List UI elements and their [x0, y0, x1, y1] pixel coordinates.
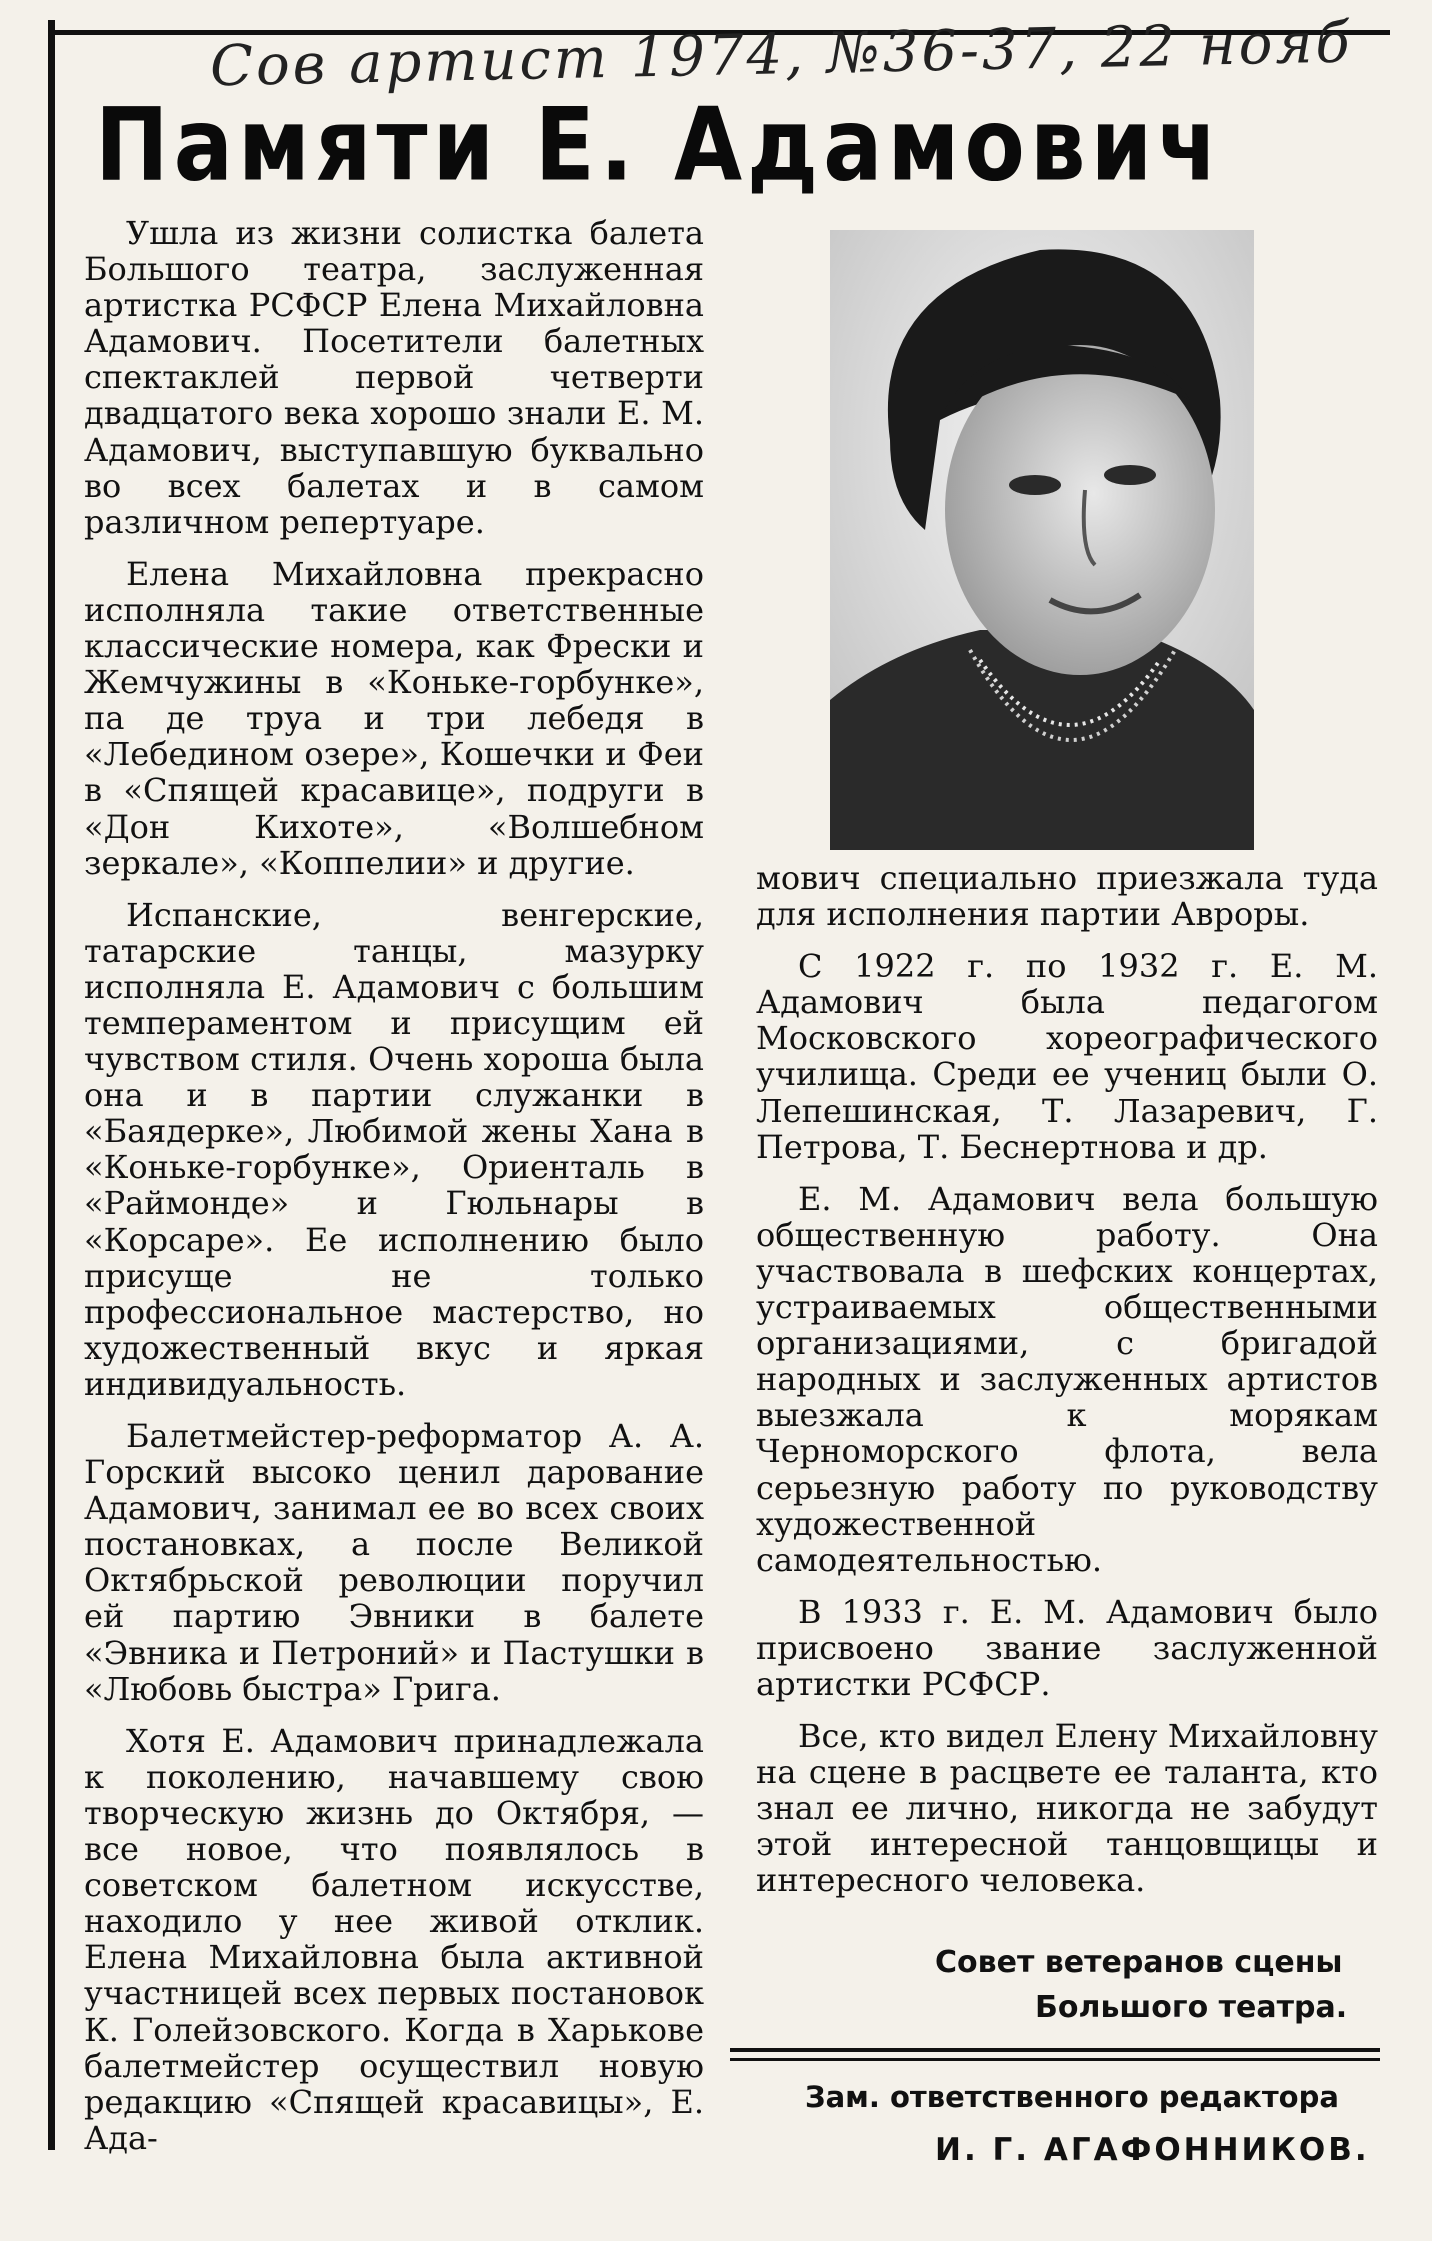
paragraph: С 1922 г. по 1932 г. Е. М. Адамович была педагогом Московского хореографического училища. Среди ее учениц были О. Лепешинская, Т. Лазаревич, Г. Петрова, Т. Беснертнова и др. [756, 947, 1378, 1166]
paragraph: Все, кто видел Елену Михайловну на сцене в расцвете ее таланта, кто знал ее лично, никогда не забудут этой интересной танцовщицы и интересного человека. [756, 1717, 1378, 1900]
handwritten-source-note: Сов артист 1974, №36-37, 22 нояб [209, 10, 1354, 100]
paragraph: Испанские, венгерские, татарские танцы, мазурку исполняла Е. Адамович с большим темпераментом и присущим ей чувством стиля. Очень хороша была она и в партии служанки в «Баядерке», Любимой жены Хана в «Коньке-горбунке», Ориенталь в «Раймонде» и Гюльнары в «Корсаре». Ее исполнению было присуще не только профессиональное мастерство, но художественный вкус и яркая индивидуальность. [84, 895, 704, 1403]
divider-rule [730, 2048, 1380, 2052]
left-column [84, 215, 704, 2172]
signature-line-2: Большого театра. [1035, 1990, 1348, 2025]
editor-role: Зам. ответственного редактора [805, 2080, 1339, 2114]
paragraph: Балетмейстер-реформатор А. А. Горский высоко ценил дарование Адамович, занимал ее во всех своих постановках, а после Великой Октябрьской революции поручил ей партию Эвники в балете «Эвника и Петроний» и Пастушки в «Любовь быстра» Грига. [84, 1417, 704, 1708]
paragraph: Ушла из жизни солистка балета Большого театра, заслуженная артистка РСФСР Елена Михайловна Адамович. Посетители балетных спектаклей первой четверти двадцатого века хорошо знали Е. М. Адамович, выступавшую буквально во всех балетах и в самом различном репертуаре. [84, 214, 704, 541]
signature-line-1: Совет ветеранов сцены [935, 1945, 1343, 1980]
paragraph: Хотя Е. Адамович принадлежала к поколению, начавшему свою творческую жизнь до Октября, — все новое, что появлялось в советском балетном искусстве, находило у нее живой отклик. Елена Михайловна была активной участницей всех первых постановок К. Голейзовского. Когда в Харькове балетмейстер осуществил новую редакцию «Спящей красавицы», Е. Ада- [84, 1721, 704, 2157]
editor-name: И. Г. АГАФОННИКОВ. [935, 2132, 1370, 2168]
portrait-photo [830, 230, 1254, 850]
left-border-rule [48, 20, 55, 2150]
right-column [756, 860, 1378, 1915]
paragraph: мович специально приезжала туда для исполнения партии Авроры. [756, 859, 1378, 934]
article-title: Памяти Е. Адамович [95, 85, 1223, 204]
paragraph: Е. М. Адамович вела большую общественную работу. Она участвовала в шефских концертах, устраиваемых общественными организациями, с бригадой народных и заслуженных артистов выезжала к морякам Черноморского флота, вела серьезную работу по руководству художественной самодеятельностью. [756, 1179, 1378, 1579]
paragraph: Елена Михайловна прекрасно исполняла такие ответственные классические номера, как Фрески и Жемчужины в «Коньке-горбунке», па де труа и три лебедя в «Лебедином озере», Кошечки и Феи в «Спящей красавице», подруги в «Дон Кихоте», «Волшебном зеркале», «Коппелии» и другие. [84, 554, 704, 882]
paragraph: В 1933 г. Е. М. Адамович было присвоено звание заслуженной артистки РСФСР. [756, 1592, 1378, 1703]
portrait-photo-drawing [830, 230, 1254, 850]
divider-rule [730, 2058, 1380, 2061]
